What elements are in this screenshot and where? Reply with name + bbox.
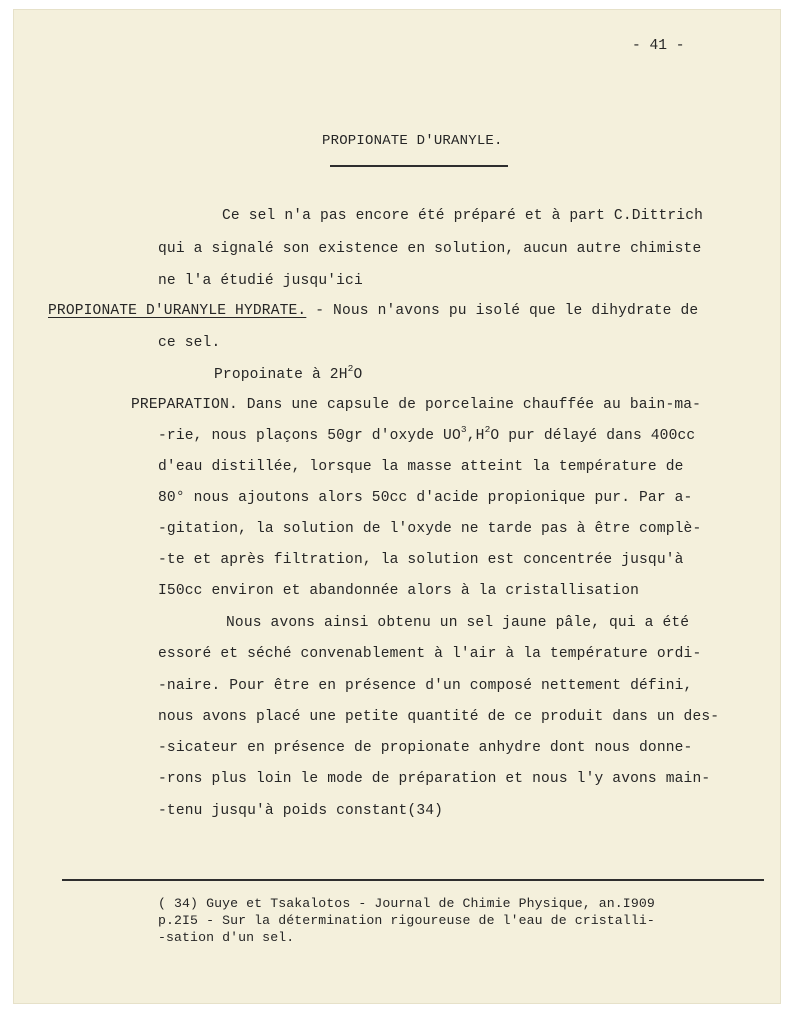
footnote-line: -sation d'un sel. [158, 930, 295, 945]
footnote-separator [62, 879, 764, 881]
result-line: -sicateur en présence de propionate anhydre dont nous donne- [158, 740, 693, 756]
prep-text: -rie, nous plaçons 50gr d'oxyde UO [158, 428, 461, 444]
preparation-line: -te et après filtration, la solution est concentrée jusqu'à [158, 552, 684, 568]
preparation-line [158, 424, 696, 445]
formula-line [214, 363, 363, 384]
intro-line: ne l'a étudié jusqu'ici [158, 273, 363, 289]
preparation-line: 80° nous ajoutons alors 50cc d'acide propionique pur. Par a- [158, 490, 693, 506]
preparation-line: I50cc environ et abandonnée alors à la cristallisation [158, 583, 640, 599]
prep-superscript: 3 [460, 424, 467, 436]
result-line: Nous avons ainsi obtenu un sel jaune pâle, qui a été [226, 615, 690, 631]
prep-text: ,H [466, 428, 485, 444]
prep-text: O pur délayé dans 400cc [490, 428, 696, 444]
preparation-line: PREPARATION. Dans une capsule de porcelaine chauffée au bain-ma- [131, 397, 702, 413]
result-line: nous avons placé une petite quantité de ce produit dans un des- [158, 709, 720, 725]
formula-superscript: 2 [347, 363, 354, 375]
page-title: PROPIONATE D'URANYLE. [322, 133, 503, 149]
intro-line: qui a signalé son existence en solution, aucun autre chimiste [158, 241, 702, 257]
hydrate-heading: PROPIONATE D'URANYLE HYDRATE. [48, 303, 307, 319]
result-line: -tenu jusqu'à poids constant(34) [158, 803, 444, 819]
formula-text-end: O [353, 367, 363, 383]
hydrate-paragraph-line [48, 302, 698, 320]
formula-text: Propoinate à 2H [214, 367, 348, 383]
footnote-line: p.2I5 - Sur la détermination rigoureuse de l'eau de cristalli- [158, 913, 655, 928]
hydrate-line-2: ce sel. [158, 335, 221, 351]
footnote-line: ( 34) Guye et Tsakalotos - Journal de Chimie Physique, an.I909 [158, 896, 655, 911]
intro-line: Ce sel n'a pas encore été préparé et à part C.Dittrich [222, 208, 704, 224]
page-number: - 41 - [632, 38, 685, 54]
preparation-line: d'eau distillée, lorsque la masse atteint la température de [158, 459, 684, 475]
prep-superscript: 2 [484, 424, 491, 436]
result-line: -naire. Pour être en présence d'un composé nettement défini, [158, 678, 693, 694]
hydrate-line-text: - Nous n'avons pu isolé que le dihydrate de [306, 303, 699, 319]
title-underline [330, 165, 508, 167]
result-line: essoré et séché convenablement à l'air à la température ordi- [158, 646, 702, 662]
result-line: -rons plus loin le mode de préparation et nous l'y avons main- [158, 771, 711, 787]
preparation-line: -gitation, la solution de l'oxyde ne tarde pas à être complè- [158, 521, 702, 537]
